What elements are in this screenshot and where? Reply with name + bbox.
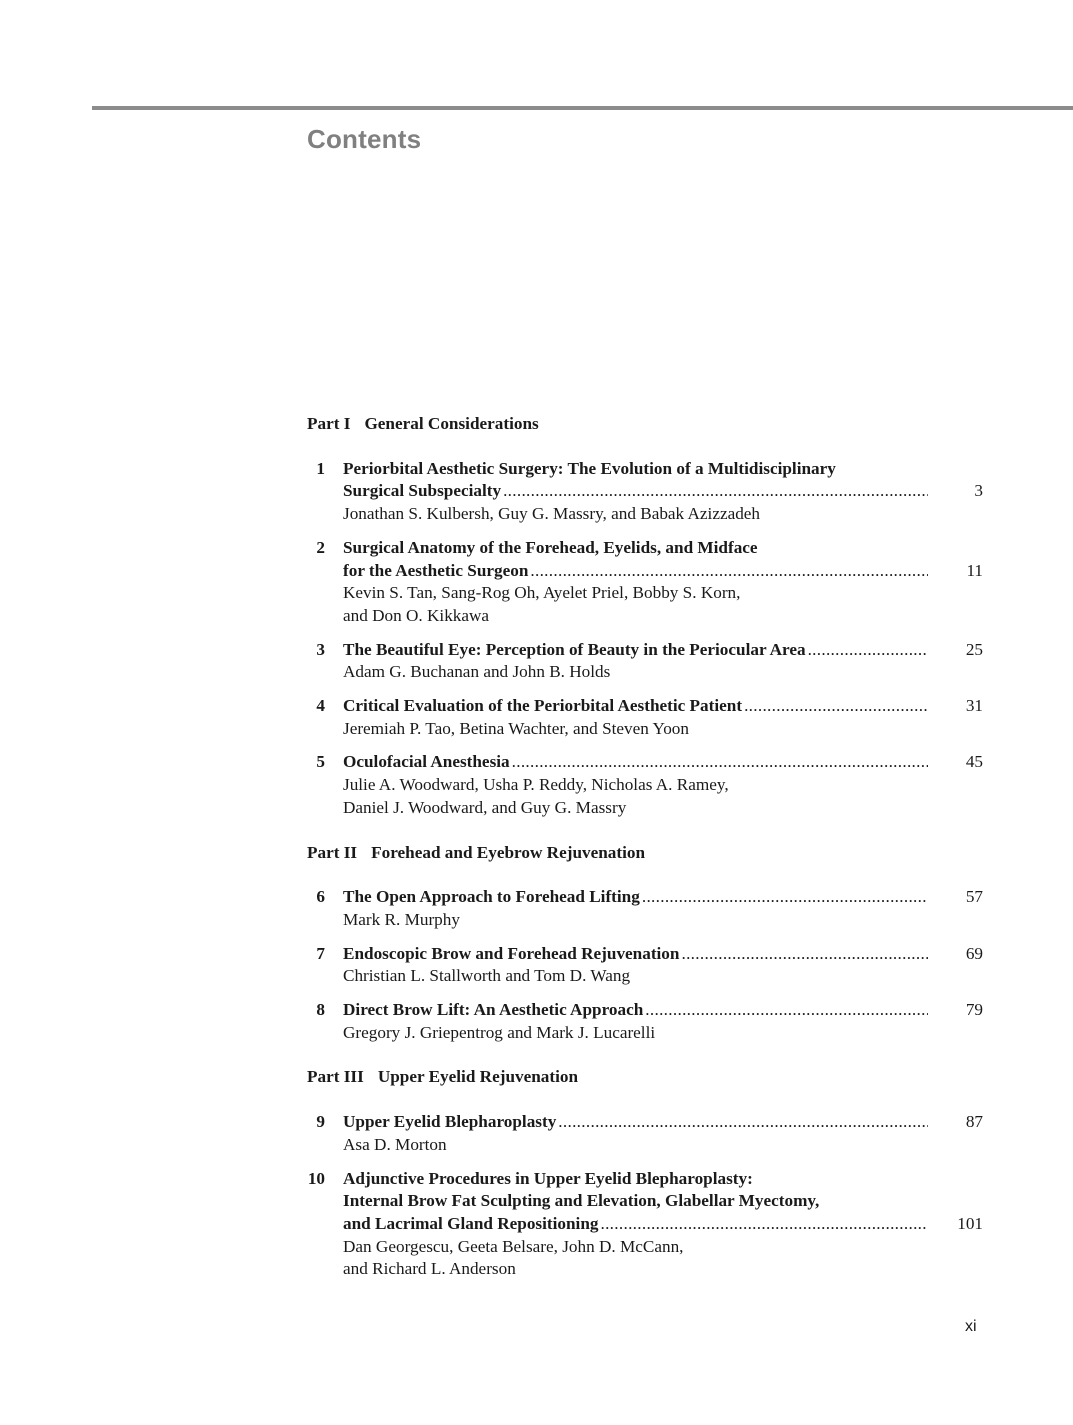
chapter-authors: Kevin S. Tan, Sang-Rog Oh, Ayelet Priel, Bobby S. Korn, — [343, 583, 741, 603]
chapter-title: Oculofacial Anesthesia — [343, 752, 510, 772]
chapter-page-number: 87 — [965, 1112, 983, 1132]
leader-dots — [600, 1213, 928, 1236]
chapter-title-last-line — [343, 943, 983, 966]
part-spacer — [307, 1055, 983, 1066]
chapter-title: Critical Evaluation of the Periorbital Aesthetic Patient — [343, 696, 743, 716]
chapter-title: The Beautiful Eye: Perception of Beauty in the Periocular Area — [343, 639, 806, 659]
chapter-title-last-line — [343, 1111, 983, 1134]
table-of-contents — [307, 413, 983, 1292]
part-heading — [307, 1066, 983, 1089]
leader-dots — [503, 480, 928, 503]
leader-dots — [808, 639, 928, 662]
chapter-authors: Adam G. Buchanan and John B. Holds — [343, 662, 611, 682]
chapter-title-line: Internal Brow Fat Sculpting and Elevation, Glabellar Myectomy, — [343, 1191, 820, 1211]
page-title: Contents — [307, 124, 422, 154]
chapter-number: 7 — [316, 943, 325, 963]
leader-dots — [512, 751, 928, 774]
chapter-number: 5 — [316, 752, 325, 772]
chapter-title: Endoscopic Brow and Forehead Rejuvenation — [343, 943, 680, 963]
chapter-number: 3 — [316, 639, 325, 659]
chapter-authors: Julie A. Woodward, Usha P. Reddy, Nicholas A. Ramey, — [343, 775, 729, 795]
chapter-title-last-line — [343, 695, 983, 718]
toc-entry[interactable] — [307, 1168, 983, 1282]
chapter-title-line: Surgical Anatomy of the Forehead, Eyelids, and Midface — [343, 537, 758, 557]
chapter-number: 6 — [316, 887, 325, 907]
chapter-title-last-line — [343, 886, 983, 909]
toc-entry[interactable] — [307, 639, 983, 684]
chapter-page-number: 11 — [966, 560, 983, 580]
part-title: Forehead and Eyebrow Rejuvenation — [371, 842, 646, 862]
chapter-authors: Mark R. Murphy — [343, 909, 460, 929]
page-folio: xi — [965, 1318, 977, 1335]
top-rule — [92, 106, 1073, 110]
part-heading — [307, 842, 983, 865]
chapter-page-number: 25 — [965, 639, 983, 659]
chapter-page-number: 45 — [965, 752, 983, 772]
part-number: Part II — [307, 842, 358, 862]
toc-entry[interactable] — [307, 999, 983, 1044]
chapter-page-number: 57 — [965, 887, 983, 907]
chapter-title-last-line — [343, 560, 983, 583]
chapter-authors: Daniel J. Woodward, and Guy G. Massry — [343, 797, 627, 817]
chapter-number: 1 — [316, 458, 325, 478]
leader-dots — [681, 943, 928, 966]
chapter-page-number: 3 — [974, 481, 983, 501]
chapter-title: and Lacrimal Gland Repositioning — [343, 1213, 599, 1233]
leader-dots — [642, 886, 928, 909]
part-title: Upper Eyelid Rejuvenation — [377, 1067, 579, 1087]
leader-dots — [744, 695, 928, 718]
chapter-authors: Dan Georgescu, Geeta Belsare, John D. McCann, — [343, 1236, 684, 1256]
toc-entry[interactable] — [307, 695, 983, 740]
toc-entry[interactable] — [307, 1111, 983, 1156]
chapter-authors: Jeremiah P. Tao, Betina Wachter, and Steven Yoon — [343, 718, 689, 738]
chapter-title-last-line — [343, 1213, 983, 1236]
chapter-authors: and Don O. Kikkawa — [343, 605, 490, 625]
chapter-title: Surgical Subspecialty — [343, 481, 502, 501]
chapter-title: Direct Brow Lift: An Aesthetic Approach — [343, 1000, 644, 1020]
chapter-number: 9 — [316, 1112, 325, 1132]
chapter-title-last-line — [343, 751, 983, 774]
chapter-title-line: Periorbital Aesthetic Surgery: The Evolution of a Multidisciplinary — [343, 458, 836, 478]
toc-entry[interactable] — [307, 751, 983, 819]
part-number: Part III — [307, 1067, 364, 1087]
chapter-title-last-line — [343, 639, 983, 662]
leader-dots — [558, 1111, 928, 1134]
toc-entry[interactable] — [307, 458, 983, 526]
chapter-title: The Open Approach to Forehead Lifting — [343, 887, 640, 907]
chapter-page-number: 101 — [957, 1213, 983, 1233]
part-spacer — [307, 831, 983, 842]
chapter-authors: Jonathan S. Kulbersh, Guy G. Massry, and Babak Azizzadeh — [343, 504, 761, 524]
chapter-number: 4 — [316, 696, 325, 716]
chapter-title-last-line — [343, 999, 983, 1022]
toc-entry[interactable] — [307, 886, 983, 931]
chapter-authors: Gregory J. Griepentrog and Mark J. Lucarelli — [343, 1022, 656, 1042]
part-heading — [307, 413, 983, 436]
leader-dots — [530, 560, 928, 583]
chapter-page-number: 69 — [965, 943, 983, 963]
chapter-authors: Christian L. Stallworth and Tom D. Wang — [343, 966, 631, 986]
chapter-page-number: 79 — [965, 1000, 983, 1020]
chapter-authors: Asa D. Morton — [343, 1134, 447, 1154]
chapter-number: 8 — [316, 1000, 325, 1020]
toc-entry[interactable] — [307, 537, 983, 628]
chapter-page-number: 31 — [965, 696, 983, 716]
part-title: General Considerations — [364, 414, 539, 433]
chapter-title: Upper Eyelid Blepharoplasty — [343, 1112, 557, 1132]
chapter-title-last-line — [343, 480, 983, 503]
part-number: Part I — [307, 414, 351, 433]
chapter-title-line: Adjunctive Procedures in Upper Eyelid Blepharoplasty: — [343, 1168, 753, 1188]
chapter-title: for the Aesthetic Surgeon — [343, 560, 529, 580]
toc-entry[interactable] — [307, 943, 983, 988]
leader-dots — [645, 999, 928, 1022]
chapter-number: 2 — [316, 537, 325, 557]
chapter-number: 10 — [307, 1168, 325, 1188]
chapter-authors: and Richard L. Anderson — [343, 1259, 516, 1279]
